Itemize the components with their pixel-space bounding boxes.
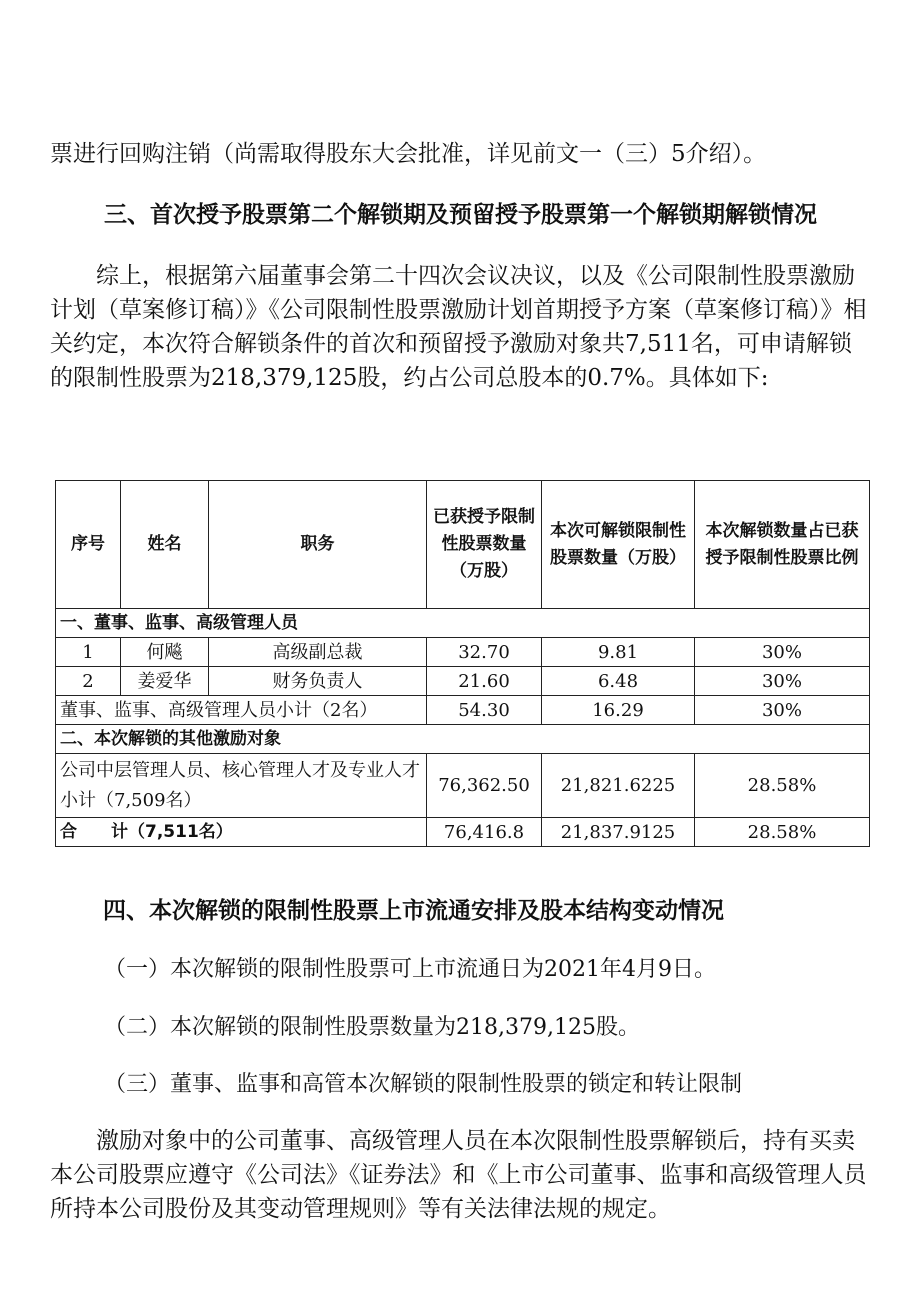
section-label-2: 二、本次解锁的其他激励对象 [56,725,870,754]
header-seq: 序号 [56,481,121,609]
subtotal-ratio-2: 28.58% [695,754,870,818]
header-name: 姓名 [121,481,209,609]
header-unlockable: 本次可解锁限制性股票数量（万股） [542,481,695,609]
subtotal-row-2 [56,754,870,818]
subsection-1: （一）本次解锁的限制性股票可上市流通日为2021年4月9日。 [104,957,716,982]
paragraph-lock-rules: 激励对象中的公司董事、高级管理人员在本次限制性股票解锁后，持有买卖本公司股票应遵守《公司法》《证券法》和《上市公司董事、监事和高级管理人员所持本公司股份及其变动管理规则》等有关法律法规的规定。 [50,1128,867,1222]
section-heading-3: 三、首次授予股票第二个解锁期及预留授予股票第一个解锁期解锁情况 [104,202,817,228]
total-label: 合 计（7,511名） [56,818,427,847]
header-ratio: 本次解锁数量占已获授予限制性股票比例 [695,481,870,609]
subsection-3: （三）董事、监事和高管本次解锁的限制性股票的锁定和转让限制 [104,1072,743,1097]
subtotal-unlockable-2: 21,821.6225 [542,754,695,818]
paragraph-summary: 综上，根据第六届董事会第二十四次会议决议，以及《公司限制性股票激励计划（草案修订稿）》《公司限制性股票激励计划首期授予方案（草案修订稿）》相关约定，本次符合解锁条件的首次和预留授予激励对象共7,511名，可申请解锁的限制性股票为218,379,125股，约占公司总股本的0.7%。具体如下: [50,263,867,391]
cell-unlockable: 9.81 [542,638,695,667]
unlock-table [55,480,870,847]
subtotal-granted-2: 76,362.50 [427,754,542,818]
cell-name: 姜爱华 [121,667,209,696]
subtotal-granted-1: 54.30 [427,696,542,725]
section-label-1: 一、董事、监事、高级管理人员 [56,609,870,638]
cell-ratio: 30% [695,638,870,667]
cell-name: 何飚 [121,638,209,667]
total-row [56,818,870,847]
cell-granted: 21.60 [427,667,542,696]
cell-position: 财务负责人 [209,667,427,696]
table-row [56,638,870,667]
cell-seq: 2 [56,667,121,696]
total-unlockable: 21,837.9125 [542,818,695,847]
cell-granted: 32.70 [427,638,542,667]
subtotal-unlockable-1: 16.29 [542,696,695,725]
table-row [56,667,870,696]
subtotal-label-2: 公司中层管理人员、核心管理人才及专业人才小计（7,509名） [56,754,427,818]
cell-position: 高级副总裁 [209,638,427,667]
section-row-2 [56,725,870,754]
table-header-row [56,481,870,609]
total-ratio: 28.58% [695,818,870,847]
section-row-1 [56,609,870,638]
subsection-2: （二）本次解锁的限制性股票数量为218,379,125股。 [104,1015,640,1040]
subtotal-label-1: 董事、监事、高级管理人员小计（2名） [56,696,427,725]
cell-unlockable: 6.48 [542,667,695,696]
header-granted: 已获授予限制性股票数量（万股） [427,481,542,609]
subtotal-row-1 [56,696,870,725]
total-granted: 76,416.8 [427,818,542,847]
header-position: 职务 [209,481,427,609]
subtotal-ratio-1: 30% [695,696,870,725]
cell-seq: 1 [56,638,121,667]
cell-ratio: 30% [695,667,870,696]
paragraph-continuation: 票进行回购注销（尚需取得股东大会批准，详见前文一（三）5介绍）。 [50,141,767,167]
section-heading-4: 四、本次解锁的限制性股票上市流通安排及股本结构变动情况 [103,898,724,924]
